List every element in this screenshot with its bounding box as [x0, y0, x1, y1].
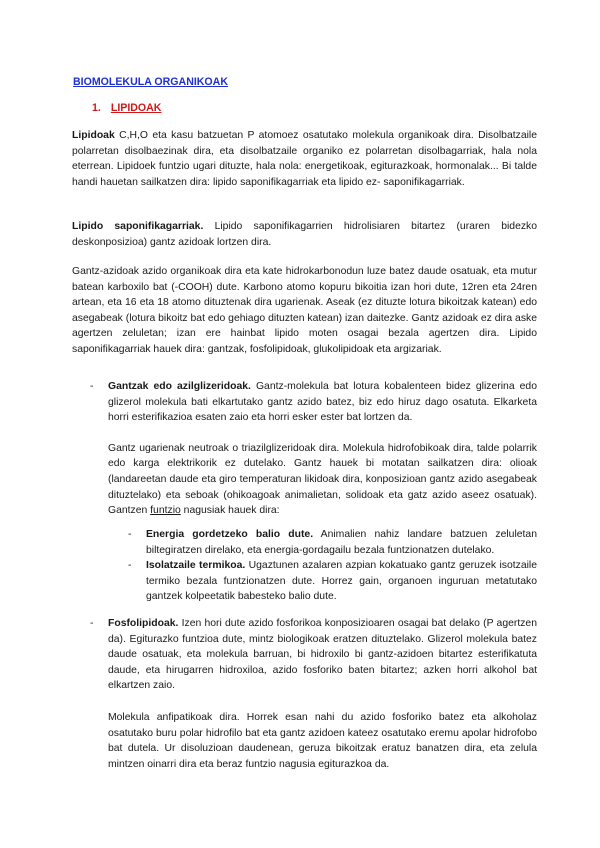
fats-para2-after: nagusiak hauek dira:	[180, 505, 280, 517]
bullet-marker: -	[90, 381, 94, 392]
fats-item	[90, 379, 537, 519]
fatty-acids-paragraph: Gantz-azidoak azido organikoak dira eta kate hidrokarbonodun luze batez daude osatuak, eta mutur batean karboxilo bat (-COOH) dute. Karbono atomo kopuru bikoitia izan hori dute, 12ren eta 24ren artean, eta 16 eta 18 atomo dituztenak dira ugarienak. Aseak (ez dituzte lotura bikoitzak katean) edo asegabeak (lotura bikoitz bat edo gehiago dituzten katean) izan daitezke. Gantz azidoak ez dira aske agertzen zeluletan; izan ere hainbat lipido moten osagai bezala agertzen dira. Lipido saponifikagarriak hauek dira: gantzak, fosfolipidoak, glukolipidoak eta argizariak.	[72, 266, 537, 355]
function-item-energy	[128, 527, 537, 558]
function-insulation-desc: Ugaztunen azalaren azpian kokatuako gantz geruzek isotzaile termiko bezala funtzionatzen dute. Horrez gain, organoen inguruan metatutako gantzek kolpeetatik babesteko balio dute.	[146, 560, 537, 603]
phospholipids-paragraph-2: Molekula anfipatikoak dira. Horrek esan nahi du azido fosforiko batez eta alkoholaz osatutako buru polar hidrofilo bat eta gantz azidoen kateez osatutako eremu apolar hidrofobo bat dutela. Ur disoluzioan daudenean, geruza bikoitzak eratuz banatzen dira, eta zelula mintzen oinarri dira eta beraz funtzio nagusia egiturazkoa da.	[108, 711, 537, 770]
fats-term: Gantzak edo azilglizeridoak.	[108, 381, 251, 392]
section-number: 1.	[92, 102, 101, 114]
fat-functions-list	[128, 527, 537, 605]
function-item-insulation	[128, 558, 537, 605]
saponifiable-text: Lipido saponifikagarrien hidrolisiaren bitartez (uraren bidezko deskonposizioa) gantz azidoak lortzen dira.	[72, 221, 538, 248]
function-energy-term: Energia gordetzeko balio dute.	[146, 529, 314, 540]
intro-paragraph	[72, 128, 537, 190]
document-title: BIOMOLEKULA ORGANIKOAK	[73, 76, 228, 88]
intro-text: C,H,O eta kasu batzuetan P atomoez osatutako molekula organikoak dira. Disolbatzaile polarretan disolbaezinak dira, eta disolbatzaile organiko ez polarretan disolbagarriak, hala nola eterrean. Lipidoek funtzio ugari dituzte, hala nola: energetikoak, egiturazkoak, hormonalak... Bi talde handi hauetan sailkatzen dira: lipido saponifikagarriak eta lipido ez- saponifikagarriak.	[72, 130, 537, 188]
function-insulation-text	[146, 558, 537, 605]
funtzio-link[interactable]: funtzio	[150, 505, 181, 517]
function-energy-text	[146, 527, 537, 558]
saponifiable-term: Lipido saponifikagarriak.	[72, 221, 204, 232]
function-energy-desc: Animalien nahiz landare batzuen zeluletan biltegiratzen direlako, eta energia-gordagailu bezala funtzionatzen dutelako.	[146, 529, 537, 556]
phospholipids-term: Fosfolipidoak.	[108, 618, 179, 629]
bullet-marker: -	[90, 618, 94, 629]
phospholipids-paragraph	[108, 616, 537, 694]
function-insulation-term: Isolatzaile termikoa.	[146, 560, 246, 572]
section-heading	[92, 101, 161, 117]
fats-paragraph-2	[108, 441, 537, 519]
saponifiable-paragraph	[72, 219, 537, 250]
fats-text: Gantz-molekula bat lotura kobalenteen bidez glizerina edo glizerol molekula bati elkartutako gantz azido batez, biz edo hiruz dago osatuta. Elkarketa horri esterifikazioa esaten zaio eta horri esker ester bat lortzen da.	[108, 381, 537, 424]
fats-paragraph	[108, 379, 537, 426]
fats-para2-before: Gantz ugarienak neutroak o triazilglizeridoak dira. Molekula hidrofobikoak dira, talde polarrik edo karga elektrikorik ez dutelako. Gantz hauek bi motatan sailkatzen dira: olioak (landareetan daude eta giro temperaturan likidoak dira, konposizioan gantz azido asegabeak dituztelako) eta seboak (ohikoagoak animalietan, solidoak eta gatz azido aseez osatuak). Gantzen	[108, 442, 537, 517]
bullet-marker: -	[128, 529, 132, 540]
intro-term: Lipidoak	[72, 130, 115, 141]
phospholipids-item	[90, 616, 537, 772]
bullet-marker: -	[128, 560, 132, 572]
section-label: LIPIDOAK	[110, 102, 162, 114]
phospholipids-text: Izen hori dute azido fosforikoa konposizioaren osagai bat delako (P agertzen da). Egiturazko funtzioa dute, mintz biologikoak eratzen dituztelako. Glizerol molekula batez daude osatuak, eta molekula barruan, bi hidroxilo bi gantz-azidoen bitartez esterifikatuta daude, eta hirugarren hidroxiloa, azido fosforiko baten bitartez; azken horri alkohol bat elkartzen zaio.	[108, 618, 537, 692]
